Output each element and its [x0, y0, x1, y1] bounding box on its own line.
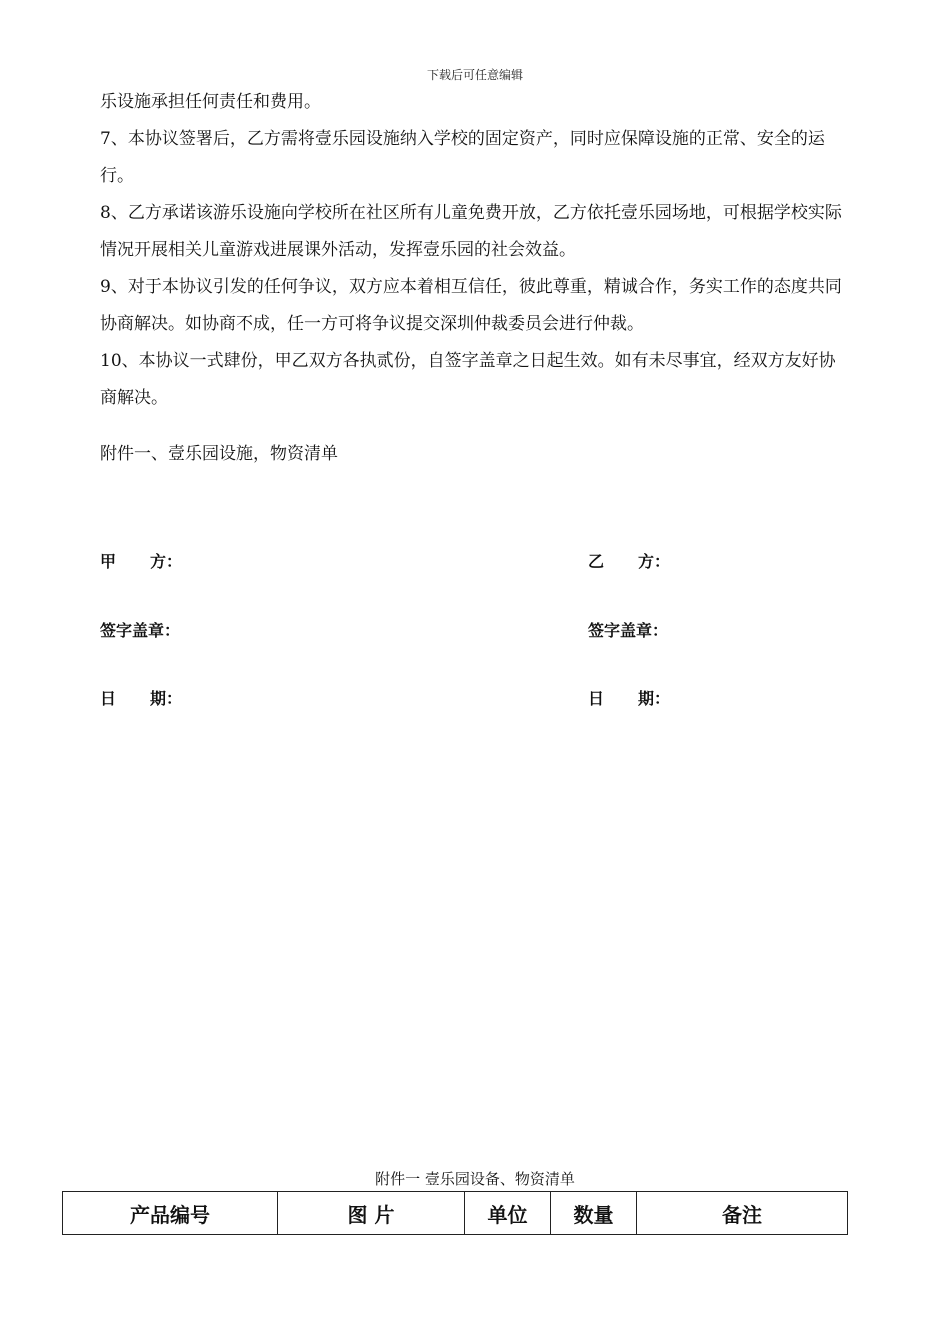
inventory-table-caption: 附件一 壹乐园设备、物资清单	[375, 1170, 575, 1188]
paragraph: 7、本协议签署后，乙方需将壹乐园设施纳入学校的固定资产，同时应保障设施的正常、安全的运行。	[100, 129, 825, 186]
page-header-note: 下载后可任意编辑	[426, 68, 523, 82]
date-char: 日	[100, 689, 117, 708]
paragraph: 乐设施承担任何责任和费用。	[100, 92, 321, 112]
inventory-table	[62, 1191, 848, 1235]
party-a-date-label	[100, 686, 182, 709]
date-suffix: 期：	[150, 689, 183, 708]
column-header-quantity: 数量	[551, 1192, 637, 1235]
paragraph: 9、对于本协议引发的任何争议，双方应本着相互信任，彼此尊重，精诚合作，务实工作的态度共同协商解决。如协商不成，任一方可将争议提交深圳仲裁委员会进行仲裁。	[100, 277, 842, 334]
column-header-unit: 单位	[465, 1192, 551, 1235]
table-header-row	[63, 1192, 848, 1235]
paragraph: 8、乙方承诺该游乐设施向学校所在社区所有儿童免费开放，乙方依托壹乐园场地，可根据学校实际情况开展相关儿童游戏进展课外活动，发挥壹乐园的社会效益。	[100, 203, 842, 260]
party-a-char: 甲	[100, 552, 117, 571]
column-header-picture: 图 片	[278, 1192, 465, 1235]
party-a-suffix: 方：	[150, 552, 183, 571]
party-b-date-label	[588, 686, 670, 709]
party-a-label	[100, 549, 182, 572]
agreement-body	[100, 84, 852, 417]
party-b-sign-seal: 签字盖章：	[588, 621, 669, 640]
party-b-char: 乙	[588, 552, 605, 571]
party-b-suffix: 方：	[638, 552, 671, 571]
date-char: 日	[588, 689, 605, 708]
date-suffix: 期：	[638, 689, 671, 708]
column-header-remarks: 备注	[637, 1192, 848, 1235]
party-a-sign-seal: 签字盖章：	[100, 621, 181, 640]
paragraph: 10、本协议一式肆份，甲乙双方各执贰份，自签字盖章之日起生效。如有未尽事宜，经双方友好协商解决。	[100, 351, 836, 408]
annex-reference: 附件一、壹乐园设施，物资清单	[100, 444, 338, 464]
party-b-label	[588, 549, 670, 572]
column-header-product-code: 产品编号	[63, 1192, 278, 1235]
